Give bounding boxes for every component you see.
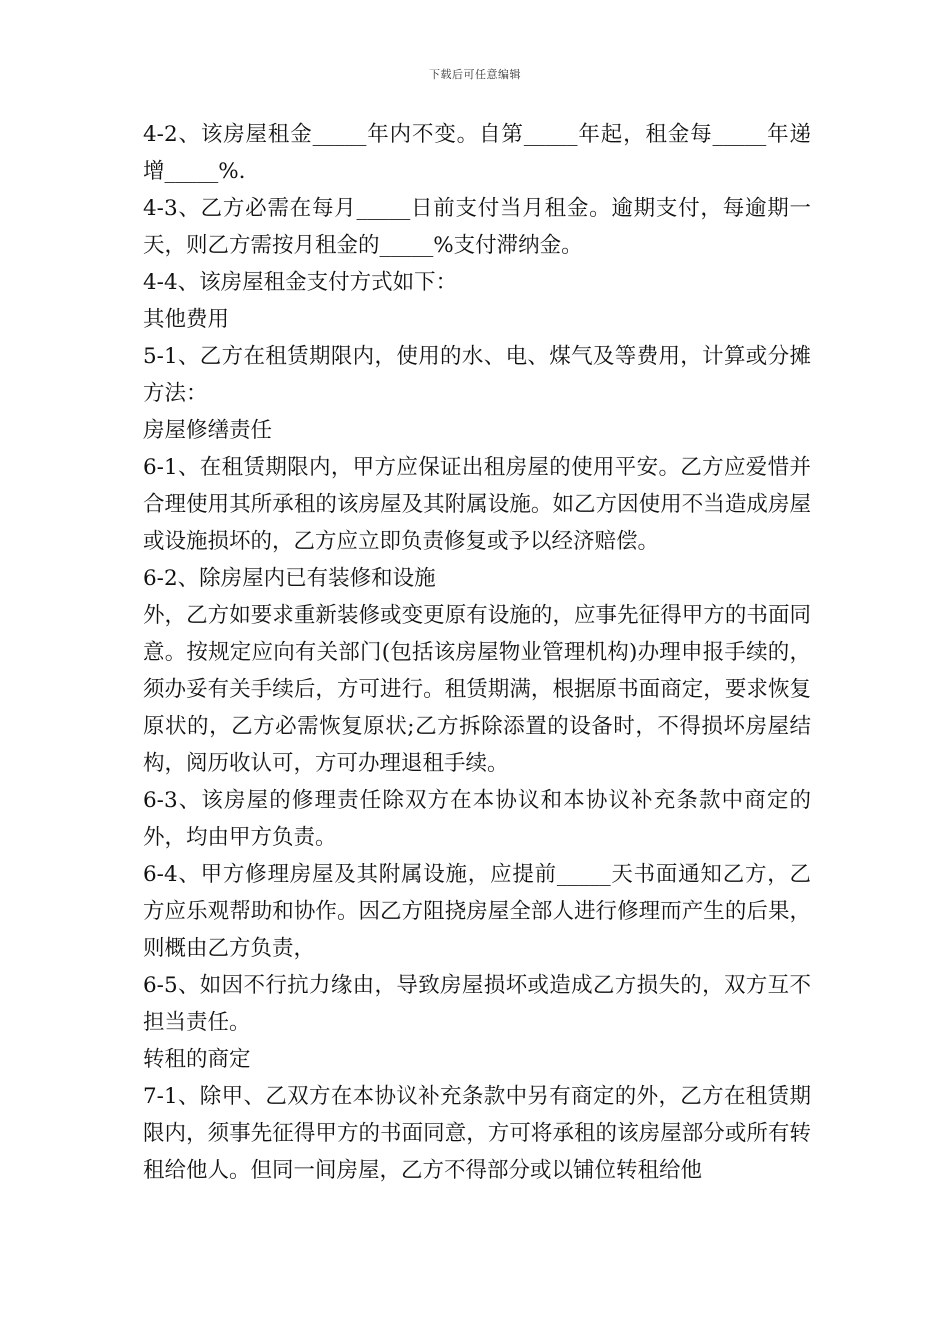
clause-6-4: 6-4、甲方修理房屋及其附属设施，应提前_____天书面通知乙方，乙方应乐观帮助和协作。因乙方阻挠房屋全部人进行修理而产生的后果，则概由乙方负责， (143, 862, 811, 961)
clause-4-4: 4-4、该房屋租金支付方式如下： (143, 270, 458, 295)
clause-5-1: 5-1、乙方在租赁期限内，使用的水、电、煤气及等费用，计算或分摊方法： (143, 344, 811, 406)
clause-7-1: 7-1、除甲、乙双方在本协议补充条款中另有商定的外，乙方在租赁期限内，须事先征得甲方的书面同意，方可将承租的该房屋部分或所有转租给他人。但同一间房屋，乙方不得部分或以铺位转租给他 (143, 1084, 811, 1183)
document-body (143, 116, 811, 1189)
section-heading-other-fees: 其他费用 (143, 307, 230, 332)
section-heading-sublet: 转租的商定 (143, 1047, 251, 1072)
clause-6-2-start: 6-2、除房屋内已有装修和设施 (143, 566, 436, 591)
clause-6-5: 6-5、如因不行抗力缘由，导致房屋损坏或造成乙方损失的，双方互不担当责任。 (143, 973, 811, 1035)
section-heading-repair: 房屋修缮责任 (143, 418, 273, 443)
clause-6-3: 6-3、该房屋的修理责任除双方在本协议和本协议补充条款中商定的外，均由甲方负责。 (143, 788, 811, 850)
clause-6-1: 6-1、在租赁期限内，甲方应保证出租房屋的使用平安。乙方应爱惜并合理使用其所承租的该房屋及其附属设施。如乙方因使用不当造成房屋或设施损坏的，乙方应立即负责修复或予以经济赔偿。 (143, 455, 811, 554)
page-header-note: 下载后可任意编辑 (429, 68, 521, 81)
clause-4-2: 4-2、该房屋租金_____年内不变。自第_____年起，租金每_____年递增_____%. (143, 122, 811, 184)
clause-6-2-continued: 外，乙方如要求重新装修或变更原有设施的，应事先征得甲方的书面同意。按规定应向有关部门(包括该房屋物业管理机构)办理申报手续的，须办妥有关手续后，方可进行。租赁期满，根据原书面商定，要求恢复原状的，乙方必需恢复原状;乙方拆除添置的设备时，不得损坏房屋结构，阅历收认可，方可办理退租手续。 (143, 603, 811, 776)
clause-4-3: 4-3、乙方必需在每月_____日前支付当月租金。逾期支付，每逾期一天，则乙方需按月租金的_____%支付滞纳金。 (143, 196, 811, 258)
